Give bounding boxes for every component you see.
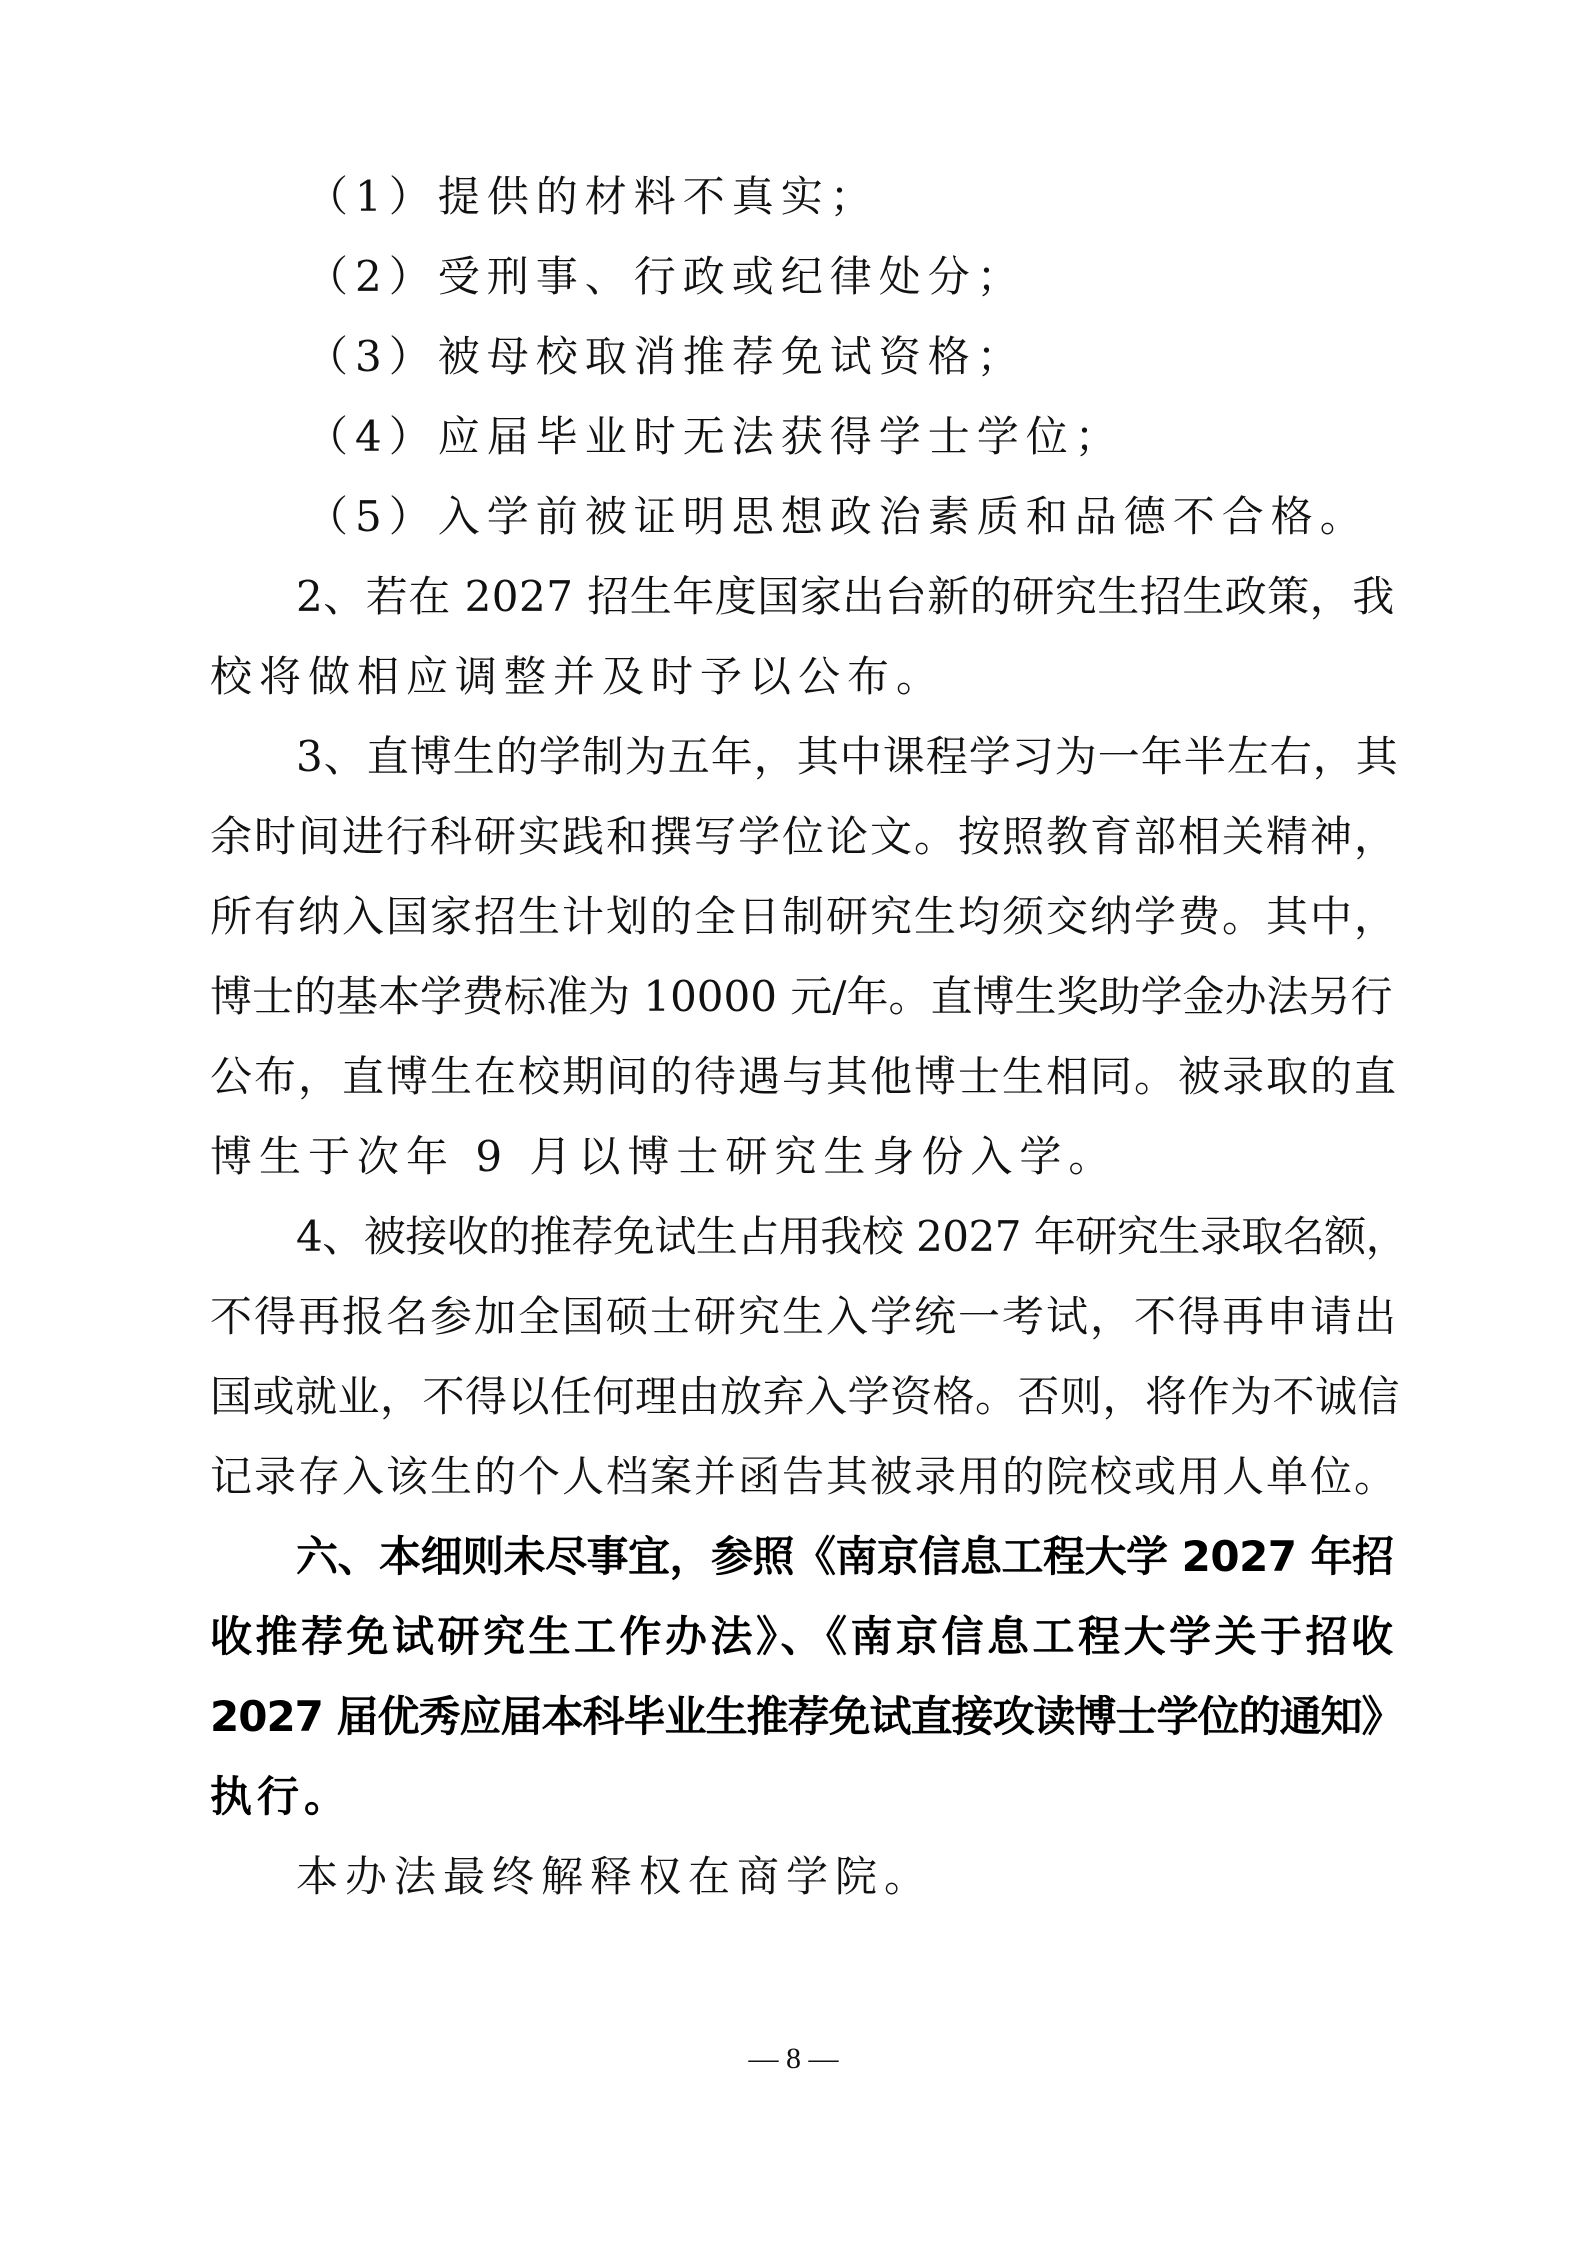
paragraph-4-line-2: 不得再报名参加全国硕士研究生入学统一考试，不得再申请出 [210,1292,1399,1341]
section-6-line-1: 六、本细则未尽事宜，参照《南京信息工程大学 2027 年招 [296,1532,1394,1581]
paragraph-2-line-1: 2、若在 2027 招生年度国家出台新的研究生招生政策，我 [296,572,1395,621]
closing-statement: 本办法最终解释权在商学院。 [296,1852,934,1901]
paragraph-4-line-1: 4、被接收的推荐免试生占用我校 2027 年研究生录取名额， [296,1212,1408,1261]
list-item-1: （1）提供的材料不真实； [306,172,879,221]
section-6-line-4: 执行。 [210,1772,352,1821]
paragraph-3-line-5: 公布，直博生在校期间的待遇与其他博士生相同。被录取的直 [210,1052,1399,1101]
list-item-2: （2）受刑事、行政或纪律处分； [306,252,1026,301]
paragraph-4-line-3: 国或就业，不得以任何理由放弃入学资格。否则，将作为不诚信 [210,1372,1401,1421]
list-item-4: （4）应届毕业时无法获得学士学位； [306,412,1124,461]
paragraph-3-line-2: 余时间进行科研实践和撰写学位论文。按照教育部相关精神， [210,812,1399,861]
list-item-5: （5）入学前被证明思想政治素质和品德不合格。 [306,492,1369,541]
paragraph-3-line-3: 所有纳入国家招生计划的全日制研究生均须交纳学费。其中， [210,892,1399,941]
paragraph-3-line-6: 博生于次年 9 月以博士研究生身份入学。 [210,1132,1118,1181]
paragraph-2-line-2: 校将做相应调整并及时予以公布。 [210,652,946,701]
paragraph-3-line-1: 3、直博生的学制为五年，其中课程学习为一年半左右，其 [296,732,1399,781]
list-item-3: （3）被母校取消推荐免试资格； [306,332,1026,381]
paragraph-4-line-4: 记录存入该生的个人档案并函告其被录用的院校或用人单位。 [210,1452,1399,1501]
section-6-line-3: 2027 届优秀应届本科毕业生推荐免试直接攻读博士学位的通知》 [210,1692,1403,1741]
section-6-line-2: 收推荐免试研究生工作办法》、《南京信息工程大学关于招收 [210,1612,1397,1661]
page-number: — 8 — [748,2042,839,2075]
paragraph-3-line-4: 博士的基本学费标准为 10000 元/年。直博生奖助学金办法另行 [210,972,1393,1021]
